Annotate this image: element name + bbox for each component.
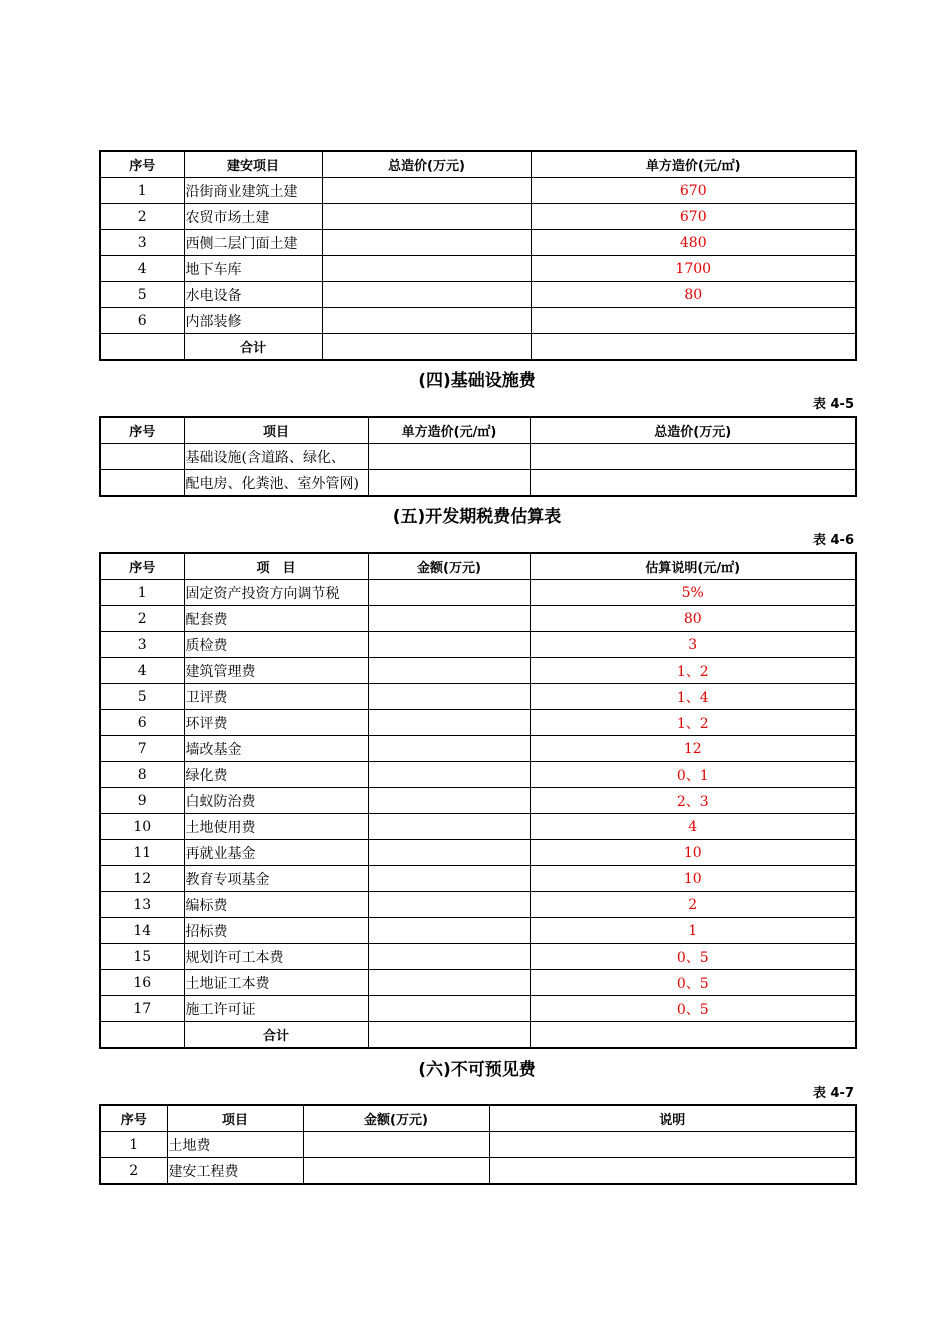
row-item: 水电设备 — [184, 282, 322, 308]
row-unit: 670 — [531, 178, 856, 204]
row-item: 土地费 — [167, 1132, 303, 1158]
row-amount — [303, 1158, 489, 1185]
row-no: 10 — [100, 814, 184, 840]
row-amount — [368, 788, 530, 814]
row-amount — [368, 970, 530, 996]
row-amount — [368, 580, 530, 606]
table-number: 表 4-7 — [812, 1086, 854, 1101]
row-total — [322, 230, 531, 256]
row-amount — [368, 944, 530, 970]
table-row — [100, 178, 856, 204]
table-row — [100, 710, 856, 736]
table-row — [100, 996, 856, 1022]
header-no: 序号 — [100, 417, 184, 444]
row-item: 规划许可工本费 — [184, 944, 368, 970]
table-row — [100, 762, 856, 788]
row-amount — [368, 606, 530, 632]
section-title: (五)开发期税费估算表 — [392, 507, 562, 527]
row-no: 4 — [100, 256, 184, 282]
row-no — [100, 444, 184, 470]
row-note: 1、4 — [530, 684, 856, 710]
row-no: 14 — [100, 918, 184, 944]
row-no: 16 — [100, 970, 184, 996]
row-no: 3 — [100, 632, 184, 658]
row-amount — [368, 762, 530, 788]
row-no: 11 — [100, 840, 184, 866]
row-amount — [368, 710, 530, 736]
table-row — [100, 736, 856, 762]
row-amount — [368, 658, 530, 684]
row-item: 西侧二层门面土建 — [184, 230, 322, 256]
total-label: 合计 — [184, 334, 322, 361]
header-item: 项 目 — [184, 553, 368, 580]
table-row — [100, 840, 856, 866]
table-row — [100, 892, 856, 918]
tax-fee-table — [99, 552, 857, 1049]
table-header-row — [100, 151, 856, 178]
row-item-line1: 基础设施(含道路、绿化、 — [184, 444, 368, 470]
row-total — [530, 444, 856, 470]
row-item: 招标费 — [184, 918, 368, 944]
row-item: 建筑管理费 — [184, 658, 368, 684]
row-amount — [368, 996, 530, 1022]
row-note: 10 — [530, 866, 856, 892]
row-item: 土地证工本费 — [184, 970, 368, 996]
row-note: 0、1 — [530, 762, 856, 788]
row-note: 12 — [530, 736, 856, 762]
row-item: 再就业基金 — [184, 840, 368, 866]
row-unit — [368, 444, 530, 470]
row-amount — [368, 892, 530, 918]
header-no: 序号 — [100, 151, 184, 178]
table-row — [100, 282, 856, 308]
row-no: 1 — [100, 580, 184, 606]
total-value — [368, 1022, 530, 1049]
row-item: 墙改基金 — [184, 736, 368, 762]
row-item-line2: 配电房、化粪池、室外管网) — [184, 470, 368, 497]
row-no: 4 — [100, 658, 184, 684]
table-row — [100, 632, 856, 658]
header-no: 序号 — [100, 553, 184, 580]
row-no: 6 — [100, 710, 184, 736]
table-header-row — [100, 553, 856, 580]
table-row — [100, 230, 856, 256]
table-row — [100, 918, 856, 944]
row-total — [322, 282, 531, 308]
construction-cost-table — [99, 150, 857, 361]
row-no: 9 — [100, 788, 184, 814]
table-row — [100, 580, 856, 606]
row-no: 5 — [100, 684, 184, 710]
row-no: 1 — [100, 178, 184, 204]
section-title: (四)基础设施费 — [418, 371, 536, 391]
row-note — [489, 1158, 856, 1185]
row-total — [322, 308, 531, 334]
row-item: 编标费 — [184, 892, 368, 918]
row-total — [322, 204, 531, 230]
contingency-table — [99, 1104, 857, 1185]
row-total — [322, 178, 531, 204]
row-item: 白蚁防治费 — [184, 788, 368, 814]
row-unit — [368, 470, 530, 497]
row-item: 卫评费 — [184, 684, 368, 710]
row-no: 3 — [100, 230, 184, 256]
row-item: 地下车库 — [184, 256, 322, 282]
header-item: 建安项目 — [184, 151, 322, 178]
row-total — [322, 256, 531, 282]
header-no: 序号 — [100, 1105, 167, 1132]
row-no: 12 — [100, 866, 184, 892]
row-item: 配套费 — [184, 606, 368, 632]
table-row — [100, 788, 856, 814]
row-no: 2 — [100, 1158, 167, 1185]
table-header-row — [100, 1105, 856, 1132]
row-unit — [531, 308, 856, 334]
table-row — [100, 308, 856, 334]
table-header-row — [100, 417, 856, 444]
table-row — [100, 970, 856, 996]
table-row — [100, 204, 856, 230]
row-unit: 480 — [531, 230, 856, 256]
total-no — [100, 334, 184, 361]
row-no: 7 — [100, 736, 184, 762]
row-amount — [368, 866, 530, 892]
header-unit: 单方造价(元/㎡) — [531, 151, 856, 178]
row-item: 沿街商业建筑土建 — [184, 178, 322, 204]
infrastructure-table — [99, 416, 857, 497]
row-no: 1 — [100, 1132, 167, 1158]
row-item: 环评费 — [184, 710, 368, 736]
table-row — [100, 1132, 856, 1158]
row-amount — [368, 814, 530, 840]
total-no — [100, 1022, 184, 1049]
row-note: 4 — [530, 814, 856, 840]
row-no: 17 — [100, 996, 184, 1022]
header-note: 说明 — [489, 1105, 856, 1132]
row-note: 0、5 — [530, 970, 856, 996]
row-item: 质检费 — [184, 632, 368, 658]
row-unit: 670 — [531, 204, 856, 230]
row-item: 绿化费 — [184, 762, 368, 788]
header-item: 项目 — [184, 417, 368, 444]
total-row — [100, 1022, 856, 1049]
row-no: 13 — [100, 892, 184, 918]
row-note: 0、5 — [530, 996, 856, 1022]
row-amount — [303, 1132, 489, 1158]
table-row — [100, 256, 856, 282]
row-unit: 80 — [531, 282, 856, 308]
row-amount — [368, 684, 530, 710]
table-number: 表 4-5 — [812, 397, 854, 412]
row-item: 教育专项基金 — [184, 866, 368, 892]
row-total — [530, 470, 856, 497]
header-total: 总造价(万元) — [322, 151, 531, 178]
row-amount — [368, 736, 530, 762]
row-item: 建安工程费 — [167, 1158, 303, 1185]
row-note — [489, 1132, 856, 1158]
table-row — [100, 658, 856, 684]
header-note: 估算说明(元/㎡) — [530, 553, 856, 580]
row-no: 8 — [100, 762, 184, 788]
header-item: 项目 — [167, 1105, 303, 1132]
total-row — [100, 334, 856, 361]
table-row — [100, 1158, 856, 1185]
table-row — [100, 470, 856, 497]
row-note: 3 — [530, 632, 856, 658]
header-unit: 单方造价(元/㎡) — [368, 417, 530, 444]
row-amount — [368, 632, 530, 658]
row-no: 2 — [100, 204, 184, 230]
row-amount — [368, 918, 530, 944]
section-title: (六)不可预见费 — [418, 1060, 536, 1080]
row-note: 80 — [530, 606, 856, 632]
table-number: 表 4-6 — [812, 533, 854, 548]
row-no: 15 — [100, 944, 184, 970]
row-note: 0、5 — [530, 944, 856, 970]
header-total: 总造价(万元) — [530, 417, 856, 444]
row-item: 农贸市场土建 — [184, 204, 322, 230]
row-note: 1、2 — [530, 710, 856, 736]
table-row — [100, 444, 856, 470]
total-value — [322, 334, 531, 361]
table-row — [100, 814, 856, 840]
header-amount: 金额(万元) — [368, 553, 530, 580]
row-no: 6 — [100, 308, 184, 334]
row-item: 施工许可证 — [184, 996, 368, 1022]
row-note: 1 — [530, 918, 856, 944]
row-item: 固定资产投资方向调节税 — [184, 580, 368, 606]
row-note: 2 — [530, 892, 856, 918]
row-no: 5 — [100, 282, 184, 308]
row-amount — [368, 840, 530, 866]
table-row — [100, 684, 856, 710]
total-label: 合计 — [184, 1022, 368, 1049]
row-item: 土地使用费 — [184, 814, 368, 840]
table-row — [100, 866, 856, 892]
row-no — [100, 470, 184, 497]
total-unit — [531, 334, 856, 361]
header-amount: 金额(万元) — [303, 1105, 489, 1132]
row-note: 5% — [530, 580, 856, 606]
row-no: 2 — [100, 606, 184, 632]
total-note — [530, 1022, 856, 1049]
row-note: 10 — [530, 840, 856, 866]
table-row — [100, 944, 856, 970]
table-row — [100, 606, 856, 632]
row-note: 1、2 — [530, 658, 856, 684]
row-note: 2、3 — [530, 788, 856, 814]
row-item: 内部装修 — [184, 308, 322, 334]
row-unit: 1700 — [531, 256, 856, 282]
